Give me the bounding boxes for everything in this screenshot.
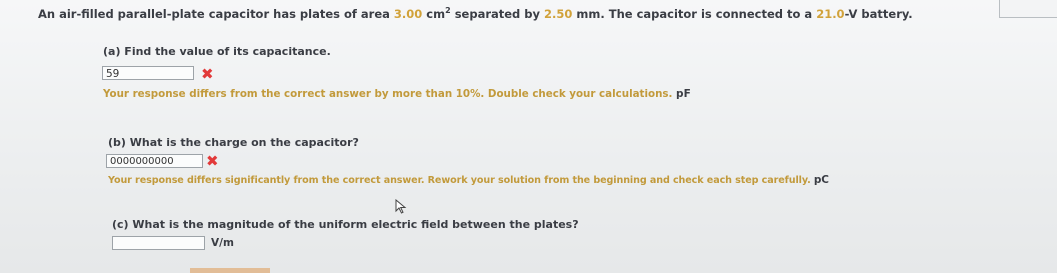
bottom-edge-decoration <box>190 268 270 273</box>
part-a-answer-input[interactable]: 59 <box>102 66 194 80</box>
problem-text-d: -V battery. <box>844 6 913 21</box>
part-b-answer-input[interactable]: 0000000000 <box>106 154 203 168</box>
part-b-question: (b) What is the charge on the capacitor? <box>108 136 359 149</box>
problem-text-a: An air-filled parallel-plate capacitor has plates of area <box>38 6 394 21</box>
part-a-unit: pF <box>676 88 691 100</box>
part-a-feedback <box>103 88 691 100</box>
voltage-value: 21.0 <box>816 6 845 21</box>
part-c-question: (c) What is the magnitude of the uniform electric field between the plates? <box>112 218 579 231</box>
area-value: 3.00 <box>393 6 423 21</box>
part-c-answer-input[interactable] <box>112 236 205 250</box>
x-mark-icon: ✖ <box>206 152 219 170</box>
part-a-feedback-text: Your response differs from the correct answer by more than 10%. Double check your calculations. <box>103 88 673 100</box>
x-mark-icon: ✖ <box>201 65 214 83</box>
problem-statement <box>38 6 913 21</box>
part-b-feedback <box>108 174 829 186</box>
part-b-feedback-text: Your response differs significantly from the correct answer. Rework your solution from the beginning and check each step carefully. <box>108 175 811 186</box>
part-c-unit: V/m <box>211 237 234 249</box>
problem-text-c: mm. The capacitor is connected to a <box>572 6 817 21</box>
area-exponent: 2 <box>445 6 451 15</box>
part-b-unit: pC <box>813 174 829 186</box>
area-unit: cm <box>422 6 446 21</box>
problem-text-b: separated by <box>450 6 545 21</box>
top-right-widget <box>999 0 1057 18</box>
mouse-pointer-icon <box>395 199 407 214</box>
part-a-question: (a) Find the value of its capacitance. <box>103 45 331 58</box>
separation-value: 2.50 <box>544 6 573 21</box>
